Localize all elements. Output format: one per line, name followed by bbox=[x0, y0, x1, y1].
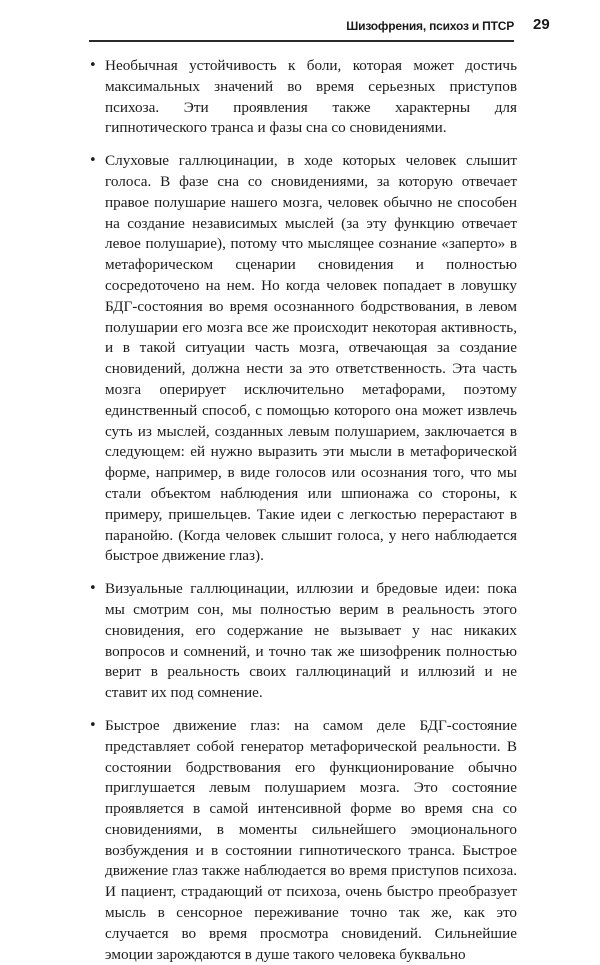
bullet-icon: • bbox=[89, 58, 97, 73]
bullet-icon: • bbox=[89, 717, 97, 733]
list-item bbox=[89, 151, 517, 567]
bullet-list bbox=[89, 56, 517, 965]
page-body bbox=[89, 56, 517, 965]
list-item-text: Необычная устойчивость к боли, которая может достичь максимальных значений во время серьезных приступов психоза. Эти проявления также характерны для гипнотического транса и фазы сна со сновидениями. bbox=[105, 57, 517, 137]
list-item bbox=[89, 579, 517, 704]
list-item-text: Быстрое движение глаз: на самом деле БДГ-состояние представляет собой генератор метафорической реальности. В состоянии бодрствования его функционирование обычно приглушается левым полушарием мозга. Это состояние проявляется в самой интенсивной форме во время сна со сновидениями, в моменты сильнейшего эмоционального возбуждения и в состоянии гипнотического транса. Быстрое движение глаз также наблюдается во время приступов психоза. И пациент, страдающий от психоза, очень быстро преобразует мысль в сенсорное переживание точно так же, как это случается во время просмотра сновидений. Сильнейшие эмоции зарождаются в душе такого человека буквально bbox=[105, 716, 517, 963]
list-item-text: Слуховые галлюцинации, в ходе которых человек слышит голоса. В фазе сна со сновидениями, за которую отвечает правое полушарие нашего мозга, человек обычно не способен на создание независимых мыслей (за эту функцию отвечает левое полушарие), потому что мыслящее сознание «заперто» в метафорическом сценарии сновидения и полностью сосредоточено на нем. Но когда человек попадает в ловушку БДГ-состояния во время осознанного бодрствования, в левом полушарии его мозга все же происходит некоторая активность, и в такой ситуации часть мозга, отвечающая за создание сновидений, должна нести за это ответственность. Эта часть мозга оперирует исключительно метафорами, поэтому единственный способ, с помощью которого она может извлечь суть из мыслей, созданных левым полушарием, заключается в следующем: ей нужно выразить эти мысли в метафорической форме, например, в виде голосов или осознания того, что мы стали объектом наблюдения или шпионажа со стороны, к примеру, пришельцев. Такие идеи с легкостью перерастают в паранойю. (Когда человек слышит голоса, у него наблюдается быстрое движение глаз). bbox=[105, 152, 517, 565]
header-rule bbox=[89, 40, 514, 42]
bullet-icon: • bbox=[89, 581, 97, 597]
list-item bbox=[89, 56, 517, 139]
bullet-icon: • bbox=[89, 153, 97, 169]
list-item bbox=[89, 716, 517, 965]
list-item-text: Визуальные галлюцинации, иллюзии и бредовые идеи: пока мы смотрим сон, мы полностью верим в реальность этого сновидения, его содержание не вызывает у нас никаких вопросов и сомнений, и точно так же шизофреник полностью верит в реальность своих галлюцинаций и иллюзий и не ставит их под сомнение. bbox=[105, 580, 517, 702]
page-number: 29 bbox=[533, 16, 550, 33]
running-header: Шизофрения, психоз и ПТСР bbox=[346, 19, 514, 33]
